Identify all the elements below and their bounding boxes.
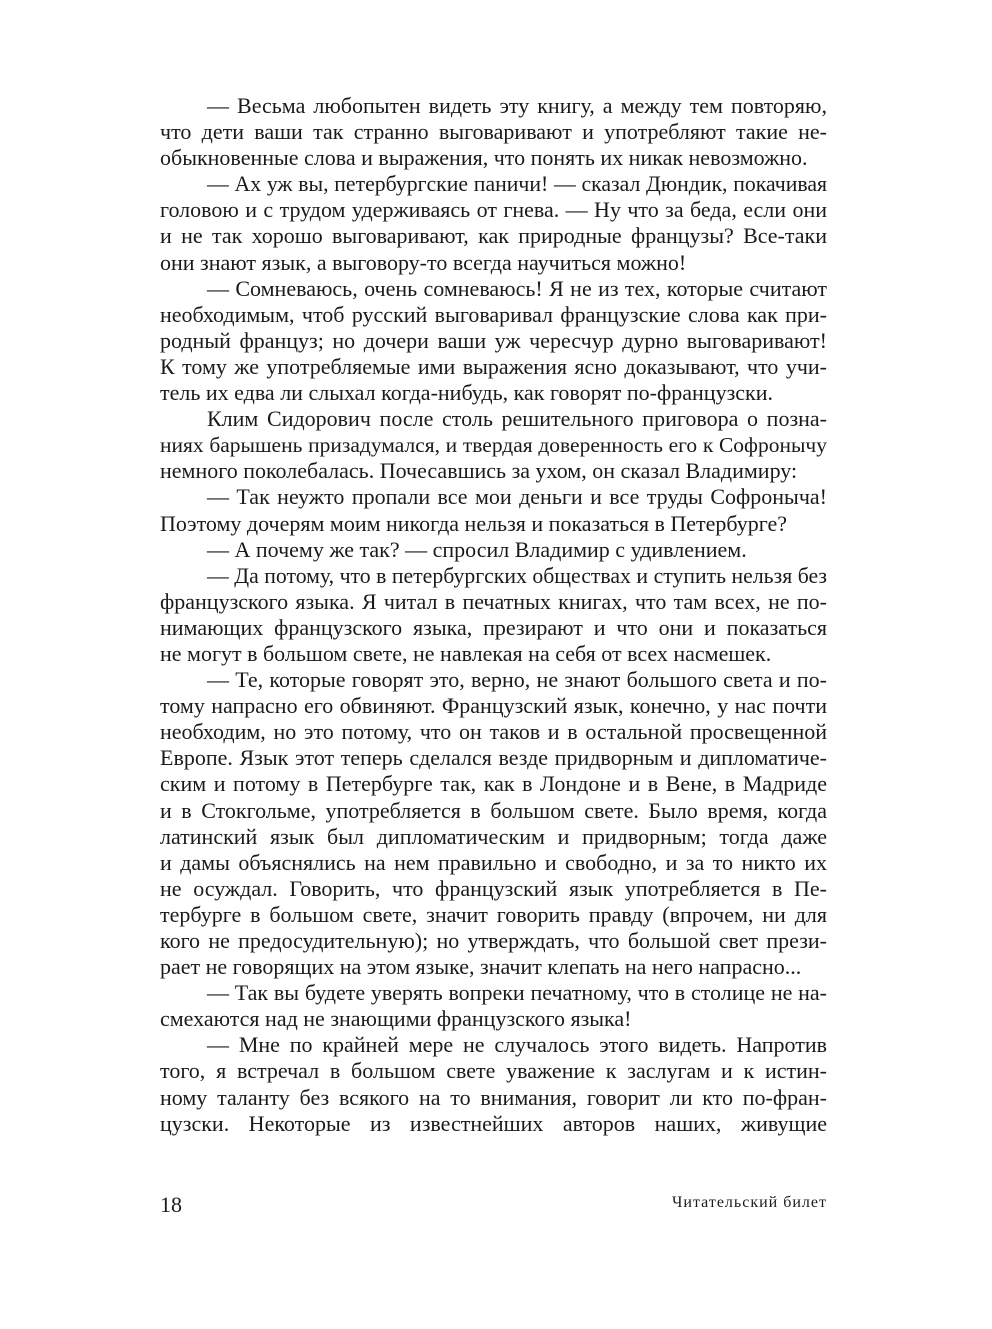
text-line: — Так неужто пропали все мои деньги и все труды Софроныча! bbox=[207, 484, 827, 510]
text-line: необходим, но это потому, что он таков и в остальной просвещенной bbox=[160, 719, 827, 745]
text-line: — Те, которые говорят это, верно, не знают большого света и по- bbox=[207, 667, 827, 693]
body-text bbox=[160, 93, 827, 1137]
text-line: тербурге в большом свете, значит говорить правду (впрочем, ни для bbox=[160, 901, 827, 927]
text-line: латинский язык был дипломатическим и придворным; тогда даже bbox=[160, 823, 827, 849]
text-line: ному таланту без всякого на то внимания, говорит ли кто по-фран- bbox=[160, 1084, 827, 1110]
page-footer bbox=[160, 1192, 827, 1222]
text-line: — Так вы будете уверять вопреки печатному, что в столице не на- bbox=[207, 980, 827, 1006]
text-line: тель их едва ли слыхал когда-нибудь, как говорят по-французски. bbox=[160, 380, 773, 406]
text-line: не могут в большом свете, не навлекая на себя от всех насмешек. bbox=[160, 640, 772, 666]
text-line: цузски. Некоторые из известнейших авторов наших, живущие bbox=[160, 1110, 827, 1136]
text-line: Европе. Язык этот теперь сделался везде придворным и дипломатиче- bbox=[160, 745, 827, 771]
text-line: что дети ваши так странно выговаривают и употребляют такие не- bbox=[160, 119, 827, 145]
text-line: рает не говорящих на этом языке, значит клепать на него напрасно... bbox=[160, 954, 802, 980]
text-line: необходимым, чтоб русский выговаривал французские слова как при- bbox=[160, 301, 827, 327]
text-line: немного поколебалась. Почесавшись за ухом, он сказал Владимиру: bbox=[160, 458, 798, 484]
page-number: 18 bbox=[160, 1192, 182, 1217]
text-line: и в Стокгольме, употребляется в большом свете. Было время, когда bbox=[160, 797, 827, 823]
text-line: — Сомневаюсь, очень сомневаюсь! Я не из тех, которые считают bbox=[207, 275, 827, 301]
text-line: французского языка. Я читал в печатных книгах, что там всех, не по- bbox=[160, 588, 827, 614]
text-line: Клим Сидорович после столь решительного приговора о позна- bbox=[207, 406, 827, 432]
text-line: обыкновенные слова и выражения, что понять их никак невозможно. bbox=[160, 145, 808, 171]
running-title: Читательский билет bbox=[672, 1194, 827, 1211]
text-line: К тому же употребляемые ими выражения ясно доказывают, что учи- bbox=[160, 353, 827, 379]
text-line: тому напрасно его обвиняют. Французский язык, конечно, у нас почти bbox=[160, 693, 827, 719]
text-line: ским и потому в Петербурге так, как в Лондоне и в Вене, в Мадриде bbox=[160, 771, 827, 797]
text-line: не осуждал. Говорить, что французский язык употребляется в Пе- bbox=[160, 875, 827, 901]
text-line: кого не предосудительную); но утверждать, что большой свет прези- bbox=[160, 928, 827, 953]
text-line: они знают язык, а выговору-то всегда научиться можно! bbox=[160, 249, 687, 275]
text-line: нимающих французского языка, презирают и что они и показаться bbox=[160, 614, 827, 640]
text-line: — Весьма любопытен видеть эту книгу, а между тем повторяю, bbox=[207, 93, 827, 118]
text-line: и не так хорошо выговаривают, как природные французы? Все-таки bbox=[160, 223, 827, 249]
text-line: того, я встречал в большом свете уважение к заслугам и к истин- bbox=[160, 1058, 827, 1084]
text-line: родный француз; но дочери ваши уж чересчур дурно выговаривают! bbox=[160, 327, 827, 353]
text-line: — Да потому, что в петербургских обществах и ступить нельзя без bbox=[207, 563, 827, 588]
text-line: ниях барышень призадумался, и твердая доверенность его к Софронычу bbox=[160, 433, 827, 458]
text-line: и дамы объяснялись на нем правильно и свободно, и за то никто их bbox=[160, 849, 827, 875]
text-line: — Мне по крайней мере не случалось этого видеть. Напротив bbox=[207, 1032, 827, 1058]
text-line: Поэтому дочерям моим никогда нельзя и показаться в Петербурге? bbox=[160, 510, 788, 536]
text-line: головою и с трудом удерживаясь от гнева. — Ну что за беда, если они bbox=[160, 197, 827, 223]
text-line: — Ах уж вы, петербургские паничи! — сказал Дюндик, покачивая bbox=[207, 172, 827, 197]
text-line: смехаются над не знающими французского языка! bbox=[160, 1006, 632, 1032]
text-line: — А почему же так? — спросил Владимир с удивлением. bbox=[207, 536, 747, 562]
